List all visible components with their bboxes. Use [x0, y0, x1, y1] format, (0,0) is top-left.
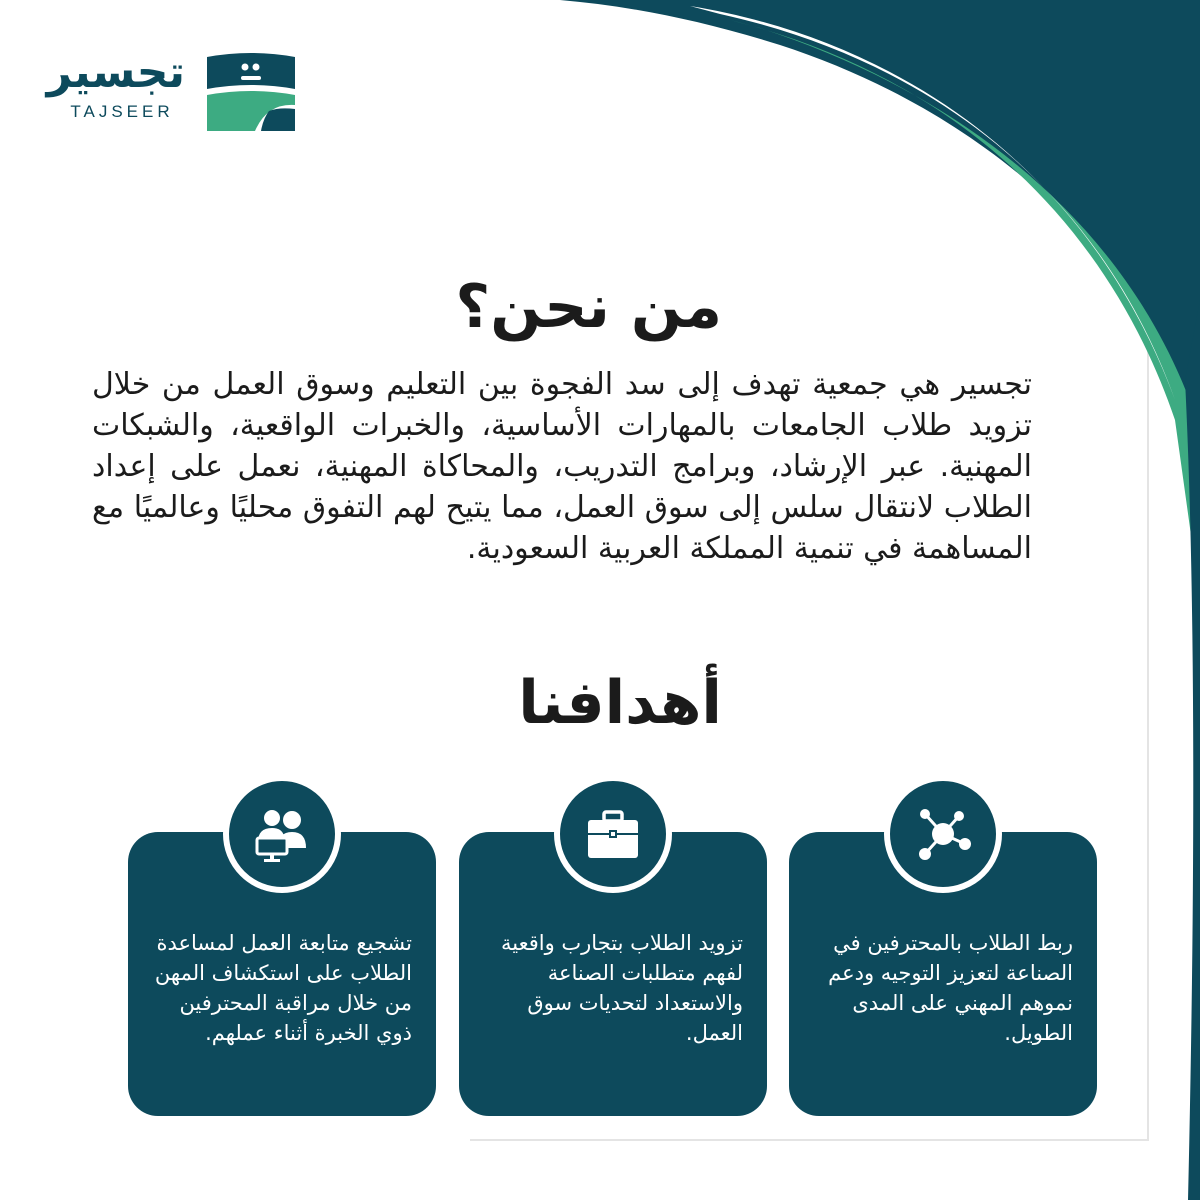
network-icon	[884, 775, 1002, 893]
goals-title: أهدافنا	[518, 668, 722, 738]
logo-name-ar: تجسير	[46, 47, 185, 98]
goal-card-job-shadowing	[128, 832, 436, 1116]
goal-card-text: تشجيع متابعة العمل لمساعدة الطلاب على استكشاف المهن من خلال مراقبة المحترفين ذوي الخبرة أثناء عملهم.	[154, 931, 412, 1045]
logo-name-en: TAJSEER	[70, 102, 174, 121]
goal-card-networking	[789, 832, 1097, 1116]
goal-card-text: تزويد الطلاب بتجارب واقعية لفهم متطلبات الصناعة والاستعداد لتحديات سوق العمل.	[500, 931, 743, 1045]
about-title: من نحن؟	[455, 272, 722, 342]
goal-card-real-experience	[459, 832, 767, 1116]
people-computer-icon	[223, 775, 341, 893]
logo-mark-icon	[207, 51, 295, 131]
briefcase-icon	[554, 775, 672, 893]
about-body: تجسير هي جمعية تهدف إلى سد الفجوة بين التعليم وسوق العمل من خلال تزويد طلاب الجامعات بالمهارات الأساسية، والخبرات الواقعية، والشبكات المهنية. عبر الإرشاد، وبرامج التدريب، والمحاكاة المهنية، نعمل على إعداد الطلاب لانتقال سلس إلى سوق العمل، مما يتيح لهم التفوق محليًا وعالميًا مع المساهمة في تنمية المملكة العربية السعودية.	[92, 367, 1032, 566]
goal-card-text: ربط الطلاب بالمحترفين في الصناعة لتعزيز التوجيه ودعم نموهم المهني على المدى الطويل.	[828, 931, 1073, 1045]
tajseer-logo	[46, 45, 315, 135]
